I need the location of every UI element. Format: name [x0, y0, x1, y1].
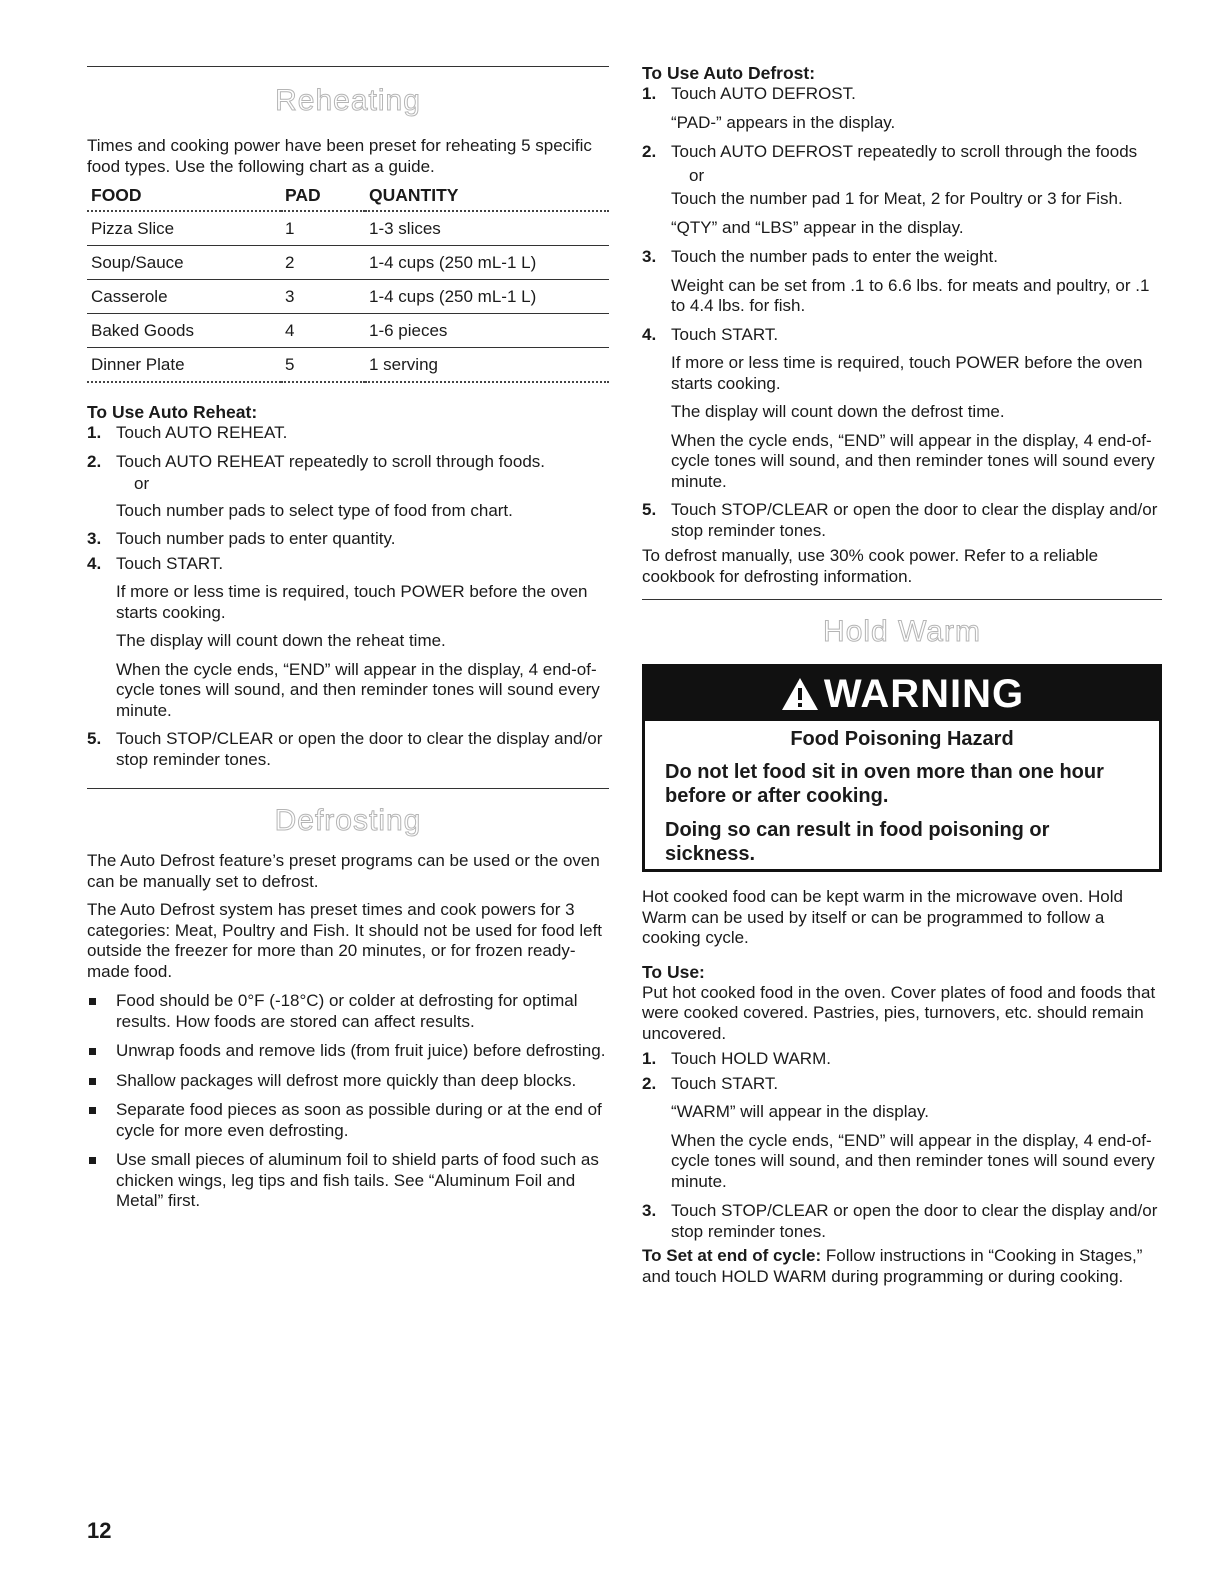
hold-warm-intro: Hot cooked food can be kept warm in the microwave oven. Hold Warm can be used by itself or can be programmed to follow a cooking cycle. — [642, 887, 1123, 947]
list-item — [642, 325, 1162, 493]
defrosting-p2: The Auto Defrost system has preset times and cook powers for 3 categories: Meat, Poultry and Fish. It should not be used for food left outside the freezer for more than 20 minutes, or for frozen ready-made food. — [87, 900, 603, 981]
cell-quantity: 1-4 cups (250 mL-1 L) — [365, 280, 609, 314]
step-sub-text: “PAD-” appears in the display. — [671, 112, 896, 132]
end-of-cycle-label: To Set at end of cycle: — [642, 1246, 822, 1265]
cell-pad: 1 — [281, 211, 365, 246]
bullet-text: Separate food pieces as soon as possible during or at the end of cycle for more even defrosting. — [116, 1100, 602, 1140]
step-text: Touch STOP/CLEAR or open the door to clear the display and/or stop reminder tones. — [671, 500, 1158, 540]
cell-food: Casserole — [87, 280, 281, 314]
auto-defrost-heading: To Use Auto Defrost: — [642, 63, 816, 83]
step-text: Touch AUTO REHEAT repeatedly to scroll through foods. — [116, 451, 545, 471]
hold-warm-title: Hold Warm — [823, 615, 981, 648]
cell-food: Pizza Slice — [87, 211, 281, 246]
cell-quantity: 1-6 pieces — [365, 314, 609, 348]
step-number: 4. — [87, 553, 102, 573]
list-item — [87, 529, 609, 550]
cell-quantity: 1 serving — [365, 348, 609, 383]
list-item — [642, 84, 1162, 133]
to-use-heading: To Use: — [642, 961, 705, 982]
step-text: Touch AUTO REHEAT. — [116, 423, 288, 442]
defrosting-title: Defrosting — [274, 804, 422, 837]
table-row — [87, 211, 609, 246]
table-row — [87, 314, 609, 348]
reheating-intro: Times and cooking power have been preset for reheating 5 specific food types. Use the following chart as a guide. — [87, 136, 592, 176]
step-sub-text: The display will count down the reheat time. — [116, 631, 446, 650]
col-header-pad: PAD — [281, 182, 365, 211]
step-number: 1. — [642, 1049, 657, 1068]
step-number: 2. — [87, 451, 102, 471]
table-row — [87, 246, 609, 280]
bullet-icon — [89, 998, 96, 1005]
list-item — [642, 500, 1162, 541]
or-text: or — [689, 165, 705, 185]
list-item — [87, 452, 609, 522]
warning-triangle-icon — [780, 676, 820, 712]
step-number: 2. — [642, 142, 657, 161]
step-number: 3. — [642, 247, 657, 266]
section-divider — [642, 599, 1162, 600]
bullet-text: Food should be 0°F (-18°C) or colder at defrosting for optimal results. How foods are stored can affect results. — [116, 991, 578, 1031]
col-header-food: FOOD — [87, 182, 281, 211]
list-item — [87, 423, 609, 444]
cell-food: Soup/Sauce — [87, 246, 281, 280]
step-text: Touch AUTO DEFROST. — [671, 84, 856, 103]
defrost-tips — [87, 991, 609, 1212]
cell-food: Baked Goods — [87, 314, 281, 348]
step-sub-text: If more or less time is required, touch POWER before the oven starts cooking. — [671, 353, 1143, 393]
section-divider — [87, 788, 609, 789]
step-number: 3. — [87, 529, 102, 548]
bullet-icon — [89, 1048, 96, 1055]
cell-pad: 5 — [281, 348, 365, 383]
step-text: Touch STOP/CLEAR or open the door to clear the display and/or stop reminder tones. — [116, 729, 603, 769]
step-text: Touch number pads to enter quantity. — [116, 529, 396, 548]
step-number: 5. — [87, 729, 102, 748]
cell-quantity: 1-4 cups (250 mL-1 L) — [365, 246, 609, 280]
warning-line-2: Doing so can result in food poisoning or sickness. — [665, 818, 1050, 865]
warning-banner — [645, 667, 1159, 721]
list-item — [87, 1041, 609, 1062]
auto-reheat-heading: To Use Auto Reheat: — [87, 402, 258, 422]
step-text: Touch START. — [116, 553, 224, 573]
list-item — [87, 1071, 609, 1092]
bullet-text: Use small pieces of aluminum foil to shield parts of food such as chicken wings, leg tips and fish tails. See “Aluminum Foil and Metal” first. — [116, 1150, 599, 1210]
step-alt-text: Touch the number pad 1 for Meat, 2 for Poultry or 3 for Fish. — [671, 189, 1123, 208]
section-divider — [87, 66, 609, 67]
step-text: Touch START. — [671, 1073, 779, 1093]
warning-hazard: Food Poisoning Hazard — [790, 728, 1014, 750]
warning-line-1: Do not let food sit in oven more than one hour before or after cooking. — [665, 760, 1104, 807]
list-item — [87, 1150, 609, 1212]
step-sub-text: When the cycle ends, “END” will appear in the display, 4 end-of-cycle tones will sound, and then reminder tones will sound every minute. — [671, 430, 1155, 491]
hold-warm-steps — [642, 1049, 1162, 1242]
step-number: 4. — [642, 324, 657, 344]
list-item — [642, 142, 1162, 238]
or-text: or — [134, 474, 150, 493]
list-item — [87, 729, 609, 770]
table-row — [87, 280, 609, 314]
step-sub-text: Weight can be set from .1 to 6.6 lbs. for meats and poultry, or .1 to 4.4 lbs. for fish. — [671, 275, 1150, 315]
cell-pad: 4 — [281, 314, 365, 348]
bullet-icon — [89, 1107, 96, 1114]
step-sub-text: When the cycle ends, “END” will appear in the display, 4 end-of-cycle tones will sound, and then reminder tones will sound every minute. — [671, 1130, 1155, 1191]
bullet-text: Unwrap foods and remove lids (from fruit juice) before defrosting. — [116, 1041, 606, 1060]
list-item — [642, 247, 1162, 317]
step-text: Touch HOLD WARM. — [671, 1049, 831, 1068]
auto-reheat-steps — [87, 423, 609, 770]
manual-defrost-text: To defrost manually, use 30% cook power. Refer to a reliable cookbook for defrosting information. — [642, 546, 1099, 586]
step-text: Touch STOP/CLEAR or open the door to clear the display and/or stop reminder tones. — [671, 1201, 1158, 1241]
step-number: 3. — [642, 1201, 657, 1220]
step-sub-text: When the cycle ends, “END” will appear in the display, 4 end-of-cycle tones will sound, and then reminder tones will sound every minute. — [116, 659, 600, 720]
reheat-chart — [87, 182, 609, 383]
list-item — [642, 1201, 1162, 1242]
end-of-cycle-paragraph — [642, 1246, 1162, 1287]
table-row — [87, 348, 609, 383]
auto-defrost-steps — [642, 84, 1162, 541]
step-text: Touch AUTO DEFROST repeatedly to scroll through the foods — [671, 142, 1138, 161]
page-number: 12 — [87, 1518, 112, 1543]
list-item — [87, 1100, 609, 1141]
step-number: 2. — [642, 1073, 657, 1093]
warning-body — [645, 721, 1159, 866]
step-alt-text: Touch number pads to select type of food from chart. — [116, 500, 513, 520]
left-column — [87, 66, 609, 1221]
cell-pad: 3 — [281, 280, 365, 314]
reheating-title: Reheating — [275, 84, 421, 117]
defrosting-p1: The Auto Defrost feature’s preset programs can be used or the oven can be manually set to defrost. — [87, 851, 600, 891]
warning-box — [642, 664, 1162, 872]
step-text: Touch START. — [671, 324, 779, 344]
end-of-cycle-text: Follow instructions in “Cooking in Stages,” and touch HOLD WARM during programming or during cooking. — [642, 1246, 1143, 1286]
bullet-icon — [89, 1157, 96, 1164]
step-text: Touch the number pads to enter the weight. — [671, 247, 998, 266]
col-header-quantity: QUANTITY — [365, 182, 609, 211]
list-item — [642, 1049, 1162, 1070]
table-header-row — [87, 182, 609, 211]
cell-food: Dinner Plate — [87, 348, 281, 383]
list-item — [642, 1074, 1162, 1193]
step-sub-text: “WARM” will appear in the display. — [671, 1102, 929, 1121]
warning-label: WARNING — [823, 671, 1025, 716]
right-column — [642, 62, 1162, 1287]
step-number: 1. — [87, 423, 102, 442]
step-sub-text: If more or less time is required, touch POWER before the oven starts cooking. — [116, 582, 588, 622]
step-sub-text: The display will count down the defrost time. — [671, 402, 1005, 421]
hold-warm-instructions: Put hot cooked food in the oven. Cover plates of food and foods that were cooked covered. Pastries, pies, turnovers, etc. should remain uncovered. — [642, 982, 1156, 1043]
bullet-icon — [89, 1078, 96, 1085]
bullet-text: Shallow packages will defrost more quickly than deep blocks. — [116, 1070, 577, 1090]
cell-pad: 2 — [281, 246, 365, 280]
cell-quantity: 1-3 slices — [365, 211, 609, 246]
step-sub-text: “QTY” and “LBS” appear in the display. — [671, 217, 964, 237]
list-item — [87, 554, 609, 722]
step-number: 5. — [642, 500, 657, 519]
list-item — [87, 991, 609, 1032]
step-number: 1. — [642, 84, 657, 103]
